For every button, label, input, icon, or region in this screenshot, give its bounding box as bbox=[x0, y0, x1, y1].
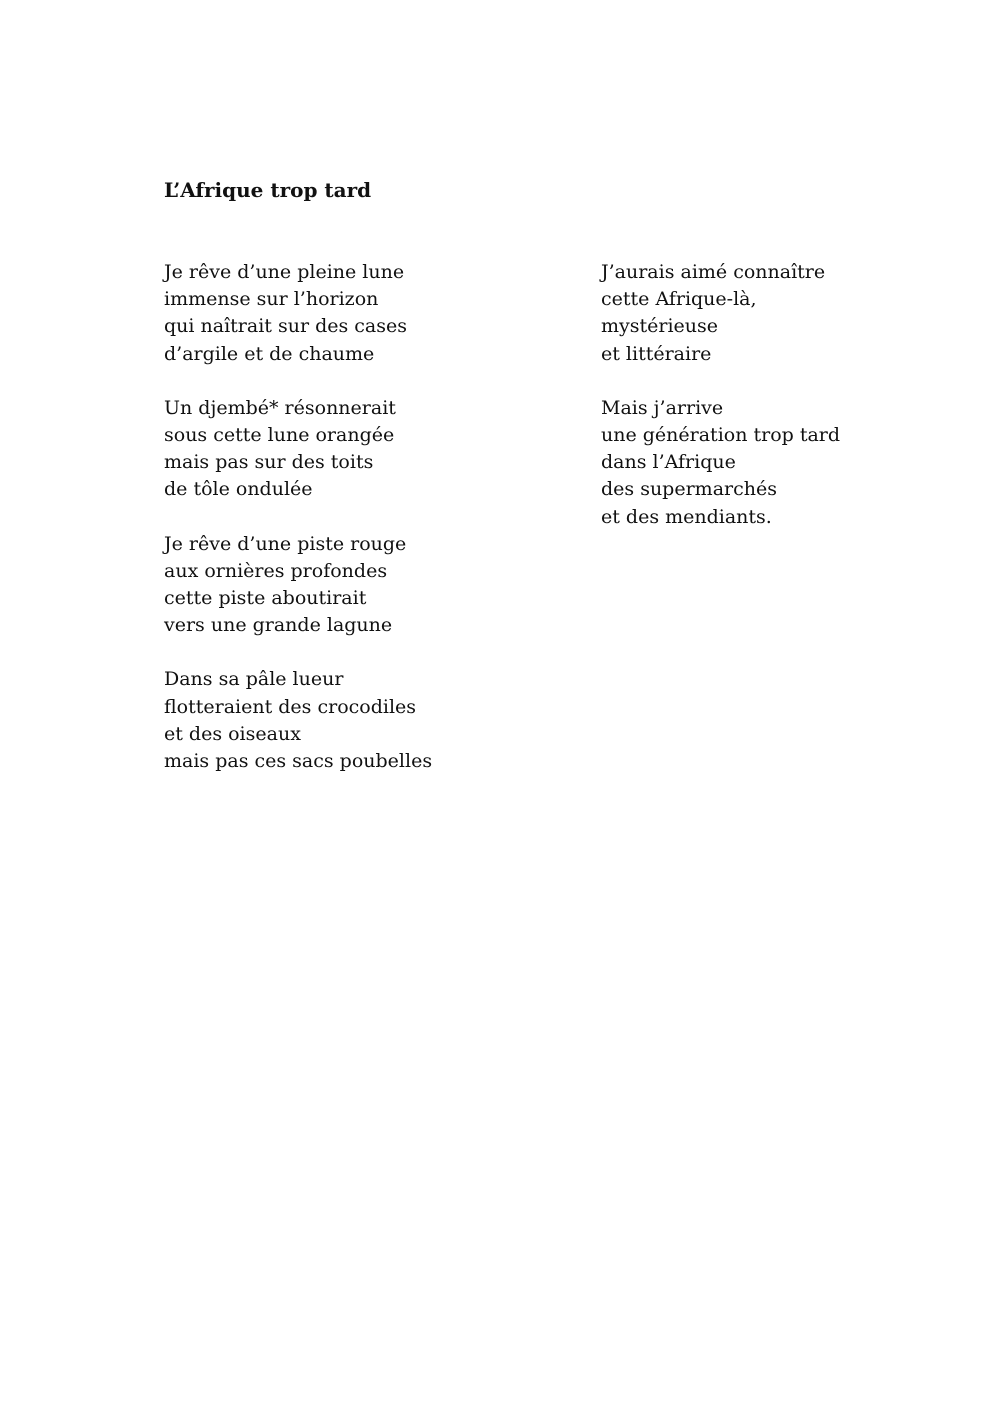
poem-line: J’aurais aimé connaître bbox=[601, 261, 826, 283]
poem-line: mais pas ces sacs poubelles bbox=[164, 750, 433, 773]
stanza bbox=[164, 259, 432, 368]
poem-line: aux ornières profondes bbox=[164, 559, 388, 582]
stanza bbox=[601, 259, 840, 368]
poem-line: Dans sa pâle lueur bbox=[164, 668, 344, 691]
poem-line: dans l’Afrique bbox=[601, 451, 736, 474]
stanza bbox=[164, 531, 432, 640]
poem-line: une génération trop tard bbox=[601, 424, 841, 447]
poem-line: d’argile et de chaume bbox=[164, 342, 375, 365]
stanza bbox=[164, 666, 432, 775]
stanza bbox=[164, 395, 432, 504]
poem-line: et littéraire bbox=[601, 342, 712, 365]
poem-title: L’Afrique trop tard bbox=[164, 178, 372, 202]
poem-line: des supermarchés bbox=[601, 478, 777, 501]
poem-line: mystérieuse bbox=[601, 315, 719, 338]
poem-line: Je rêve d’une piste rouge bbox=[164, 532, 407, 555]
poem-line: et des mendiants. bbox=[601, 505, 772, 528]
poem-line: Je rêve d’une pleine lune bbox=[164, 261, 405, 283]
poem-line: flotteraient des crocodiles bbox=[164, 695, 417, 718]
poem-line: de tôle ondulée bbox=[164, 478, 313, 501]
poem-line: vers une grande lagune bbox=[164, 614, 393, 637]
poem-column-right bbox=[601, 259, 840, 558]
poem-line: cette Afrique-là, bbox=[601, 288, 757, 311]
poem-line: Mais j’arrive bbox=[601, 396, 724, 419]
poem-column-left bbox=[164, 259, 432, 802]
poem-line: cette piste aboutirait bbox=[164, 587, 367, 610]
poem-line: immense sur l’horizon bbox=[164, 288, 379, 311]
poem-line: Un djembé* résonnerait bbox=[164, 396, 396, 419]
poem-line: qui naîtrait sur des cases bbox=[164, 315, 407, 338]
poem-line: et des oiseaux bbox=[164, 722, 301, 745]
poem-line: sous cette lune orangée bbox=[164, 424, 395, 447]
poem-line: mais pas sur des toits bbox=[164, 451, 374, 474]
stanza bbox=[601, 395, 840, 531]
